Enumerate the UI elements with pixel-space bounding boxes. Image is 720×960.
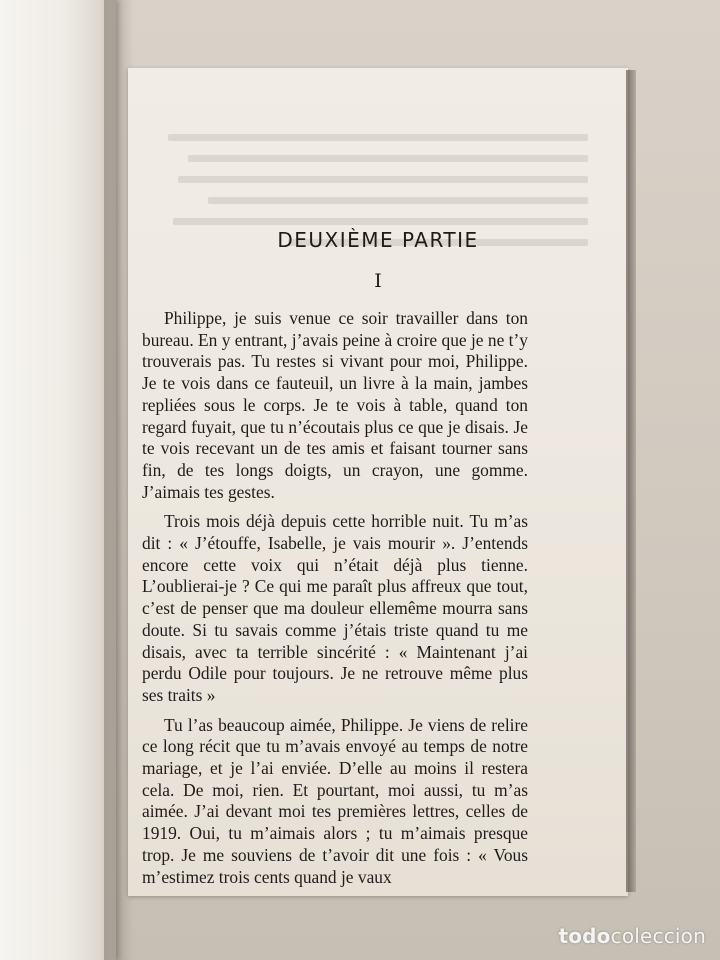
watermark-bold: todo xyxy=(558,924,611,948)
watermark-logo xyxy=(558,924,706,948)
bleed-through-text xyxy=(128,68,628,288)
left-page xyxy=(0,0,116,960)
part-heading: DEUXIÈME PARTIE xyxy=(277,228,479,252)
chapter-number: I xyxy=(374,270,382,292)
paragraph-2: Trois mois déjà depuis cette horrible nuit. Tu m’as dit : « J’étouffe, Isabelle, je vais mourir ». J’entends encore cette voix qui n’était déjà plus tienne. L’oublierai-je ? Ce qui me paraît plus affreux que tout, c’est de penser que ma douleur ellemême mourra sans doute. Si tu savais comme j’étais triste quand tu me disais, avec ta terrible sincérité : « Maintenant j’ai perdu Odile pour toujours. Je ne retrouve même plus ses traits » xyxy=(142,511,528,705)
page-edge-shadow xyxy=(626,70,636,892)
paragraph-3: Tu l’as beaucoup aimée, Philippe. Je viens de relire ce long récit que tu m’avais envoyé au temps de notre mariage, et je l’ai enviée. D’elle au moins il restera cela. De moi, rien. Et pourtant, moi aussi, tu m’as aimée. J’ai devant moi tes premières lettres, celles de 1919. Oui, tu m’aimais alors ; tu m’aimais presque trop. Je me souviens de t’avoir dit une fois : « Vous m’estimez trois cents quand je vaux xyxy=(142,714,528,887)
book-page xyxy=(128,68,628,896)
watermark-light: coleccion xyxy=(610,924,706,948)
paragraph-1: Philippe, je suis venue ce soir travailler dans ton bureau. En y entrant, j’avais peine à croire que je ne t’y trouverais pas. Tu restes si vivant pour moi, Philippe. Je te vois dans ce fauteuil, un livre à la main, jambes repliées sous le corps. Je te vois à table, quand ton regard fuyait, que tu n’écoutais plus ce que je disais. Je te vois recevant un de tes amis et faisant tourner sans fin, de tes longs doigts, un crayon, une gomme. J’aimais tes gestes. xyxy=(142,308,528,502)
body-text xyxy=(142,308,528,896)
